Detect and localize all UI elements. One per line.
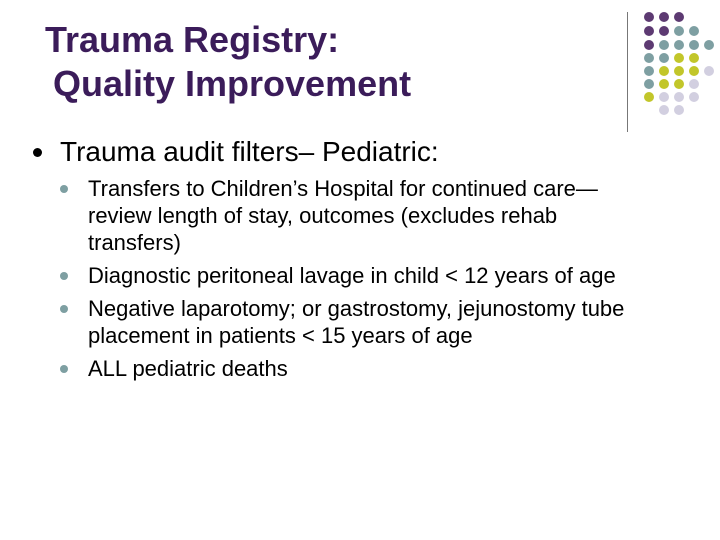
dot <box>689 92 699 102</box>
sub-bullet-deaths <box>30 355 648 382</box>
dot <box>689 79 699 89</box>
dot <box>674 12 684 22</box>
sub-bullet-text: ALL pediatric deaths <box>88 356 288 381</box>
dot <box>704 66 714 76</box>
title-line-1: Trauma Registry: <box>45 19 340 60</box>
sub-bullet-laparotomy <box>30 295 648 349</box>
dot <box>674 53 684 63</box>
sub-bullet-list <box>30 175 630 382</box>
dot <box>659 105 669 115</box>
dot <box>674 26 684 36</box>
dot <box>689 53 699 63</box>
bullet-text: Trauma audit filters– Pediatric: <box>60 136 439 167</box>
dot <box>689 26 699 36</box>
dot <box>644 79 654 89</box>
bullet-audit-filters <box>30 135 630 169</box>
dot <box>674 92 684 102</box>
dot <box>644 26 654 36</box>
sub-bullet-dot <box>60 305 68 313</box>
dot <box>659 79 669 89</box>
dot <box>644 12 654 22</box>
dot <box>659 40 669 50</box>
dot <box>644 40 654 50</box>
dot <box>644 53 654 63</box>
title-line-2: Quality Improvement <box>53 63 412 104</box>
decorative-dot-grid <box>0 0 720 140</box>
dot <box>689 66 699 76</box>
dot <box>659 53 669 63</box>
slide-body <box>30 135 630 388</box>
sub-bullet-text: Negative laparotomy; or gastrostomy, jejunostomy tube placement in patients < 15 years of age <box>88 296 625 348</box>
sub-bullet-dot <box>60 272 68 280</box>
dot <box>644 66 654 76</box>
sub-bullet-text: Diagnostic peritoneal lavage in child < 12 years of age <box>88 263 616 288</box>
dot <box>674 40 684 50</box>
bullet-dot <box>33 148 42 157</box>
sub-bullet-dot <box>60 185 68 193</box>
sub-bullet-transfers <box>30 175 648 256</box>
sub-bullet-lavage <box>30 262 648 289</box>
sub-bullet-dot <box>60 365 68 373</box>
dot <box>674 66 684 76</box>
dot <box>659 26 669 36</box>
dot <box>689 40 699 50</box>
dot <box>659 92 669 102</box>
dot <box>704 40 714 50</box>
dot <box>674 79 684 89</box>
sub-bullet-text: Transfers to Children’s Hospital for continued care—review length of stay, outcomes (excludes rehab transfers) <box>88 176 598 255</box>
dot <box>644 92 654 102</box>
dot <box>659 66 669 76</box>
dot <box>674 105 684 115</box>
dot <box>659 12 669 22</box>
